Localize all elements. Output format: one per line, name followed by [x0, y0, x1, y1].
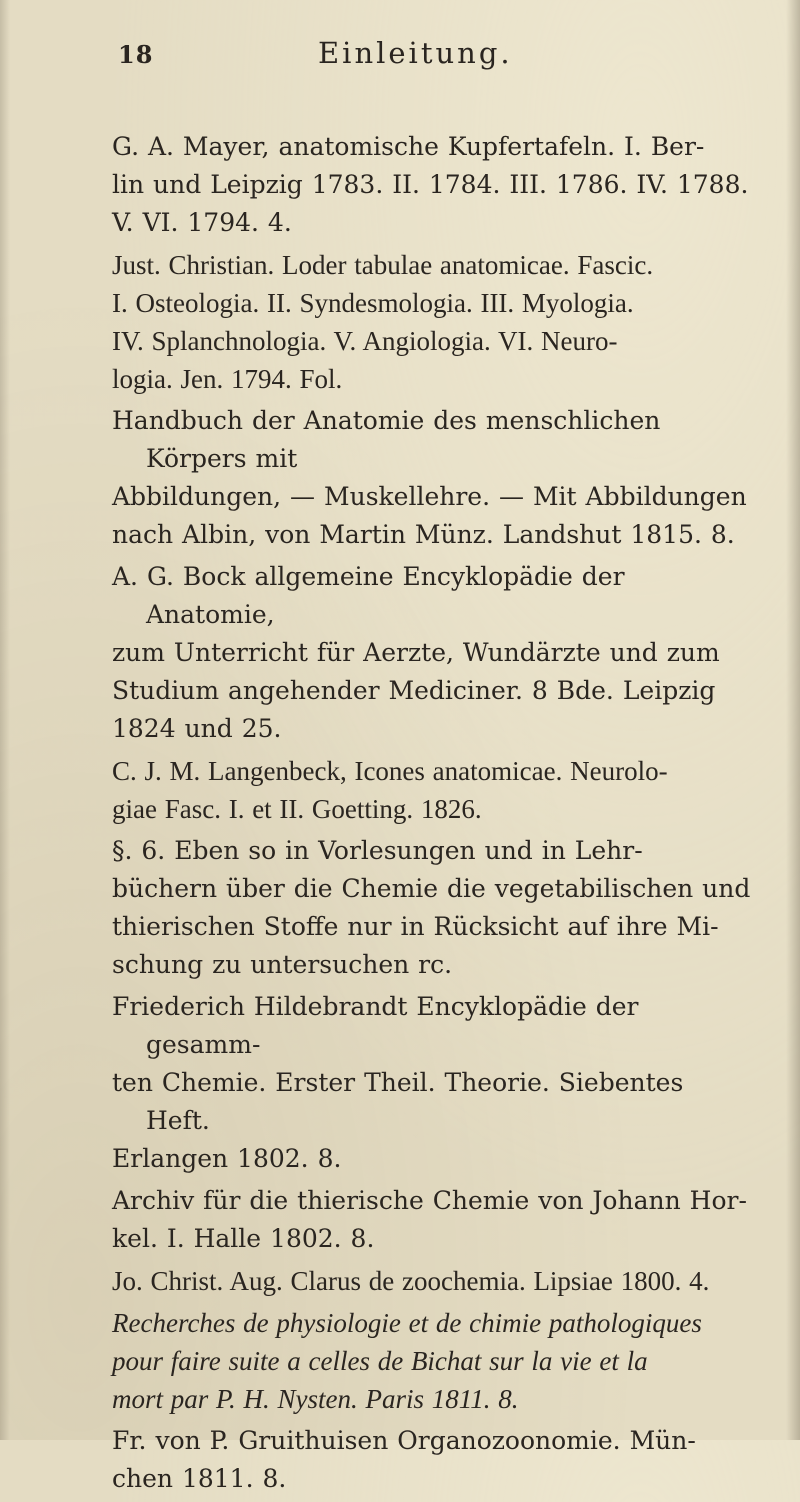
entry-line: I. Osteologia. II. Syndesmologia. III. Myologia. [112, 288, 634, 318]
entry-line: nach Albin, von Martin Münz. Landshut 1815. 8. [112, 520, 735, 549]
entry-line: Fr. von P. Gruithuisen Organozoonomie. Mün- [112, 1426, 696, 1455]
entry-line: mort par P. H. Nysten. Paris 1811. 8. [112, 1384, 519, 1414]
entry-line: kel. I. Halle 1802. 8. [112, 1224, 375, 1253]
bibliography-entry [112, 558, 752, 748]
entry-line: Jo. Christ. Aug. Clarus de zoochemia. Lipsiae 1800. 4. [112, 1266, 710, 1296]
bibliography-entry [112, 1422, 752, 1498]
entry-line: Erlangen 1802. 8. [112, 1144, 342, 1173]
entry-line: Studium angehender Mediciner. 8 Bde. Leipzig [112, 676, 716, 705]
entry-line: büchern über die Chemie die vegetabilischen und [112, 874, 751, 903]
entry-line: C. J. M. Langenbeck, Icones anatomicae. Neurolo- [112, 756, 668, 786]
entry-line: ten Chemie. Erster Theil. Theorie. Siebentes Heft. [112, 1068, 684, 1135]
entry-line: Abbildungen, — Muskellehre. — Mit Abbildungen [112, 482, 747, 511]
entry-line: Handbuch der Anatomie des menschlichen Körpers mit [112, 406, 661, 473]
bibliography-entry [112, 246, 752, 398]
entry-line: Just. Christian. Loder tabulae anatomicae. Fascic. [112, 250, 654, 280]
page-shadow-right [786, 0, 800, 1440]
entry-line: giae Fasc. I. et II. Goetting. 1826. [112, 794, 482, 824]
entry-line: Recherches de physiologie et de chimie pathologiques [112, 1308, 702, 1338]
page-header [118, 36, 758, 76]
entry-line: V. VI. 1794. 4. [112, 208, 292, 237]
entry-line: lin und Leipzig 1783. II. 1784. III. 1786. IV. 1788. [112, 170, 749, 199]
entry-line: §. 6. Eben so in Vorlesungen und in Lehr- [112, 836, 643, 865]
entry-line: chen 1811. 8. [112, 1464, 287, 1493]
bibliography-list [112, 128, 752, 1502]
bibliography-entry [112, 752, 752, 828]
bibliography-entry [112, 128, 752, 242]
bibliography-entry [112, 1182, 752, 1258]
entry-line: thierischen Stoffe nur in Rücksicht auf ihre Mi- [112, 912, 719, 941]
bibliography-entry [112, 1262, 752, 1300]
entry-line: A. G. Bock allgemeine Encyklopädie der Anatomie, [112, 562, 625, 629]
entry-line: pour faire suite a celles de Bichat sur la vie et la [112, 1346, 648, 1376]
entry-line: IV. Splanchnologia. V. Angiologia. VI. Neuro- [112, 326, 618, 356]
entry-line: schung zu untersuchen rc. [112, 950, 453, 979]
page-number: 18 [118, 40, 154, 69]
running-head: Einleitung. [318, 36, 513, 70]
entry-line: 1824 und 25. [112, 714, 282, 743]
entry-line: zum Unterricht für Aerzte, Wundärzte und zum [112, 638, 720, 667]
entry-line: Archiv für die thierische Chemie von Johann Hor- [112, 1186, 747, 1215]
bibliography-entry [112, 832, 752, 984]
entry-line: G. A. Mayer, anatomische Kupfertafeln. I. Ber- [112, 132, 705, 161]
bibliography-entry [112, 1304, 752, 1418]
entry-line: Friederich Hildebrandt Encyklopädie der gesamm- [112, 992, 639, 1059]
bibliography-entry [112, 402, 752, 554]
page-shadow-left [0, 0, 10, 1440]
bibliography-entry [112, 988, 752, 1178]
entry-line: logia. Jen. 1794. Fol. [112, 364, 343, 394]
